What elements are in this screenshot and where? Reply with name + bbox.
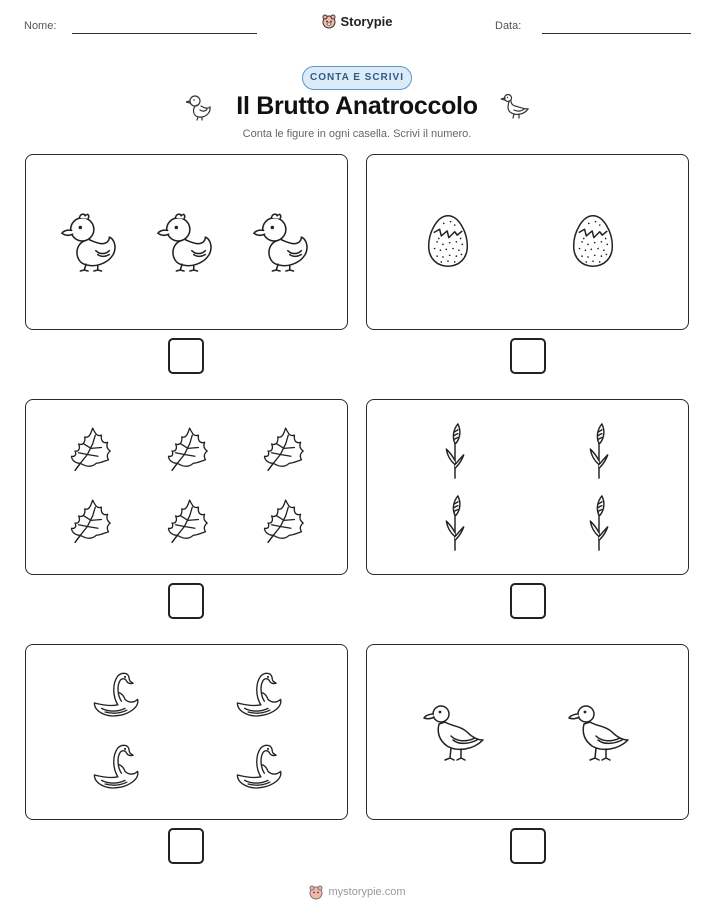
- duckling-icon: [61, 210, 119, 272]
- leaf-icon: [165, 496, 209, 550]
- reed-icon: [584, 494, 614, 552]
- count-card-3: [25, 399, 348, 575]
- footer-url[interactable]: mystorypie.com: [328, 886, 406, 898]
- leaf-icon: [165, 424, 209, 478]
- answer-box-5[interactable]: [168, 828, 204, 864]
- footer: [0, 884, 714, 905]
- leaf-icon: [261, 496, 305, 550]
- count-card-2: [366, 154, 689, 330]
- leaf-icon: [68, 424, 112, 478]
- count-card-1: [25, 154, 348, 330]
- reed-icon: [584, 422, 614, 480]
- cracked-egg-icon: [427, 208, 469, 274]
- swan-icon: [89, 740, 143, 792]
- reed-icon: [440, 494, 470, 552]
- cracked-egg-icon: [572, 208, 614, 274]
- count-card-4: [366, 399, 689, 575]
- storypie-mascot-icon: [321, 13, 337, 29]
- count-card-5: [25, 644, 348, 820]
- count-card-6: [366, 644, 689, 820]
- storypie-mascot-icon: [308, 884, 324, 900]
- duck-right-icon: [500, 92, 530, 122]
- reed-icon: [440, 422, 470, 480]
- swan-icon: [232, 740, 286, 792]
- answer-box-1[interactable]: [168, 338, 204, 374]
- answer-box-6[interactable]: [510, 828, 546, 864]
- swan-icon: [232, 668, 286, 720]
- duckling-icon: [157, 210, 215, 272]
- swan-icon: [89, 668, 143, 720]
- page-title: Il Brutto Anatroccolo: [236, 92, 478, 120]
- answer-box-4[interactable]: [510, 583, 546, 619]
- date-write-line[interactable]: [542, 33, 691, 34]
- brand-logo: [0, 13, 714, 34]
- duck-icon: [568, 701, 632, 763]
- leaf-icon: [261, 424, 305, 478]
- name-label: Nome:: [24, 20, 57, 32]
- activity-badge: CONTA E SCRIVI: [302, 66, 412, 90]
- brand-name: Storypie: [340, 13, 393, 29]
- answer-box-2[interactable]: [510, 338, 546, 374]
- duckling-icon: [253, 210, 311, 272]
- leaf-icon: [68, 496, 112, 550]
- answer-box-3[interactable]: [168, 583, 204, 619]
- duck-icon: [423, 701, 487, 763]
- date-label: Data:: [495, 20, 522, 32]
- instructions: Conta le figure in ogni casella. Scrivi il numero.: [242, 128, 472, 140]
